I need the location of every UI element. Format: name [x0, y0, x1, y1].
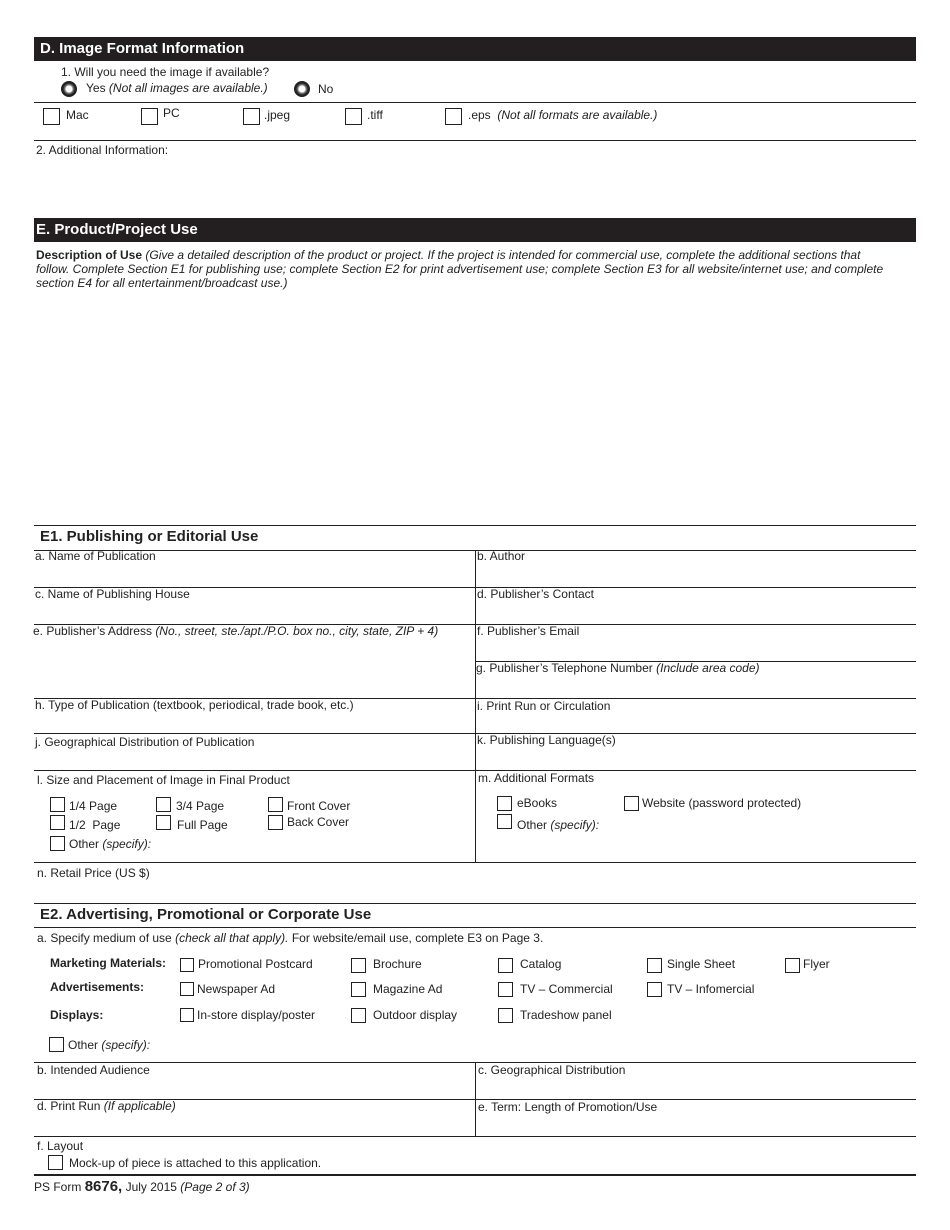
divider: [34, 770, 916, 771]
medium-other-checkbox[interactable]: [49, 1037, 64, 1052]
publisher-telephone-note: (Include area code): [656, 661, 760, 675]
promotional-postcard-checkbox[interactable]: [180, 958, 194, 972]
yes-note: (Not all images are available.): [108, 81, 268, 95]
format-eps-label: .eps (Not all formats are available.): [468, 108, 658, 122]
newspaper-ad-checkbox[interactable]: [180, 982, 194, 996]
catalog-label: Catalog: [520, 957, 562, 971]
intended-audience-label: b. Intended Audience: [37, 1063, 150, 1077]
displays-label: Displays:: [50, 1008, 104, 1022]
divider: [34, 1136, 916, 1137]
flyer-label: Flyer: [803, 957, 830, 971]
magazine-ad-label: Magazine Ad: [373, 982, 443, 996]
size-other-label: Other (specify):: [69, 837, 152, 851]
back-cover-label: Back Cover: [287, 815, 350, 829]
formats-other-label: Other (specify):: [517, 818, 600, 832]
publisher-address-note: (No., street, ste./apt./P.O. box no., city, state, ZIP + 4): [155, 624, 439, 638]
marketing-materials-label: Marketing Materials:: [50, 956, 167, 970]
divider: [34, 927, 916, 928]
additional-info-label: 2. Additional Information:: [36, 143, 169, 157]
author-label: b. Author: [477, 549, 526, 563]
outdoor-display-checkbox[interactable]: [351, 1008, 366, 1023]
promotional-postcard-label: Promotional Postcard: [198, 957, 313, 971]
format-jpeg-label: .jpeg: [264, 108, 291, 122]
mockup-checkbox[interactable]: [48, 1155, 63, 1170]
three-quarter-page-label: 3/4 Page: [176, 799, 225, 813]
ebooks-label: eBooks: [517, 796, 558, 810]
no-label: No: [318, 82, 334, 96]
footer-form-no: 8676,: [84, 1178, 123, 1195]
publishing-language-label: k. Publishing Language(s): [477, 733, 616, 747]
print-run-circulation-label: i. Print Run or Circulation: [477, 699, 611, 713]
formats-other-checkbox[interactable]: [497, 814, 512, 829]
format-mac-label: Mac: [66, 108, 89, 122]
name-of-publication-label: a. Name of Publication: [35, 549, 156, 563]
section-e-title: E. Product/Project Use: [36, 221, 198, 238]
yes-radio[interactable]: [61, 81, 77, 97]
section-e1-title: E1. Publishing or Editorial Use: [40, 528, 259, 545]
divider: [34, 525, 916, 526]
back-cover-checkbox[interactable]: [268, 815, 283, 830]
layout-label: f. Layout: [37, 1139, 84, 1153]
magazine-ad-checkbox[interactable]: [351, 982, 366, 997]
quarter-page-checkbox[interactable]: [50, 797, 65, 812]
section-d-header: [34, 37, 916, 61]
no-radio[interactable]: [294, 81, 310, 97]
brochure-checkbox[interactable]: [351, 958, 366, 973]
divider: [34, 733, 916, 734]
medium-other-label: Other (specify):: [68, 1038, 151, 1052]
mockup-label: Mock-up of piece is attached to this application.: [69, 1156, 322, 1170]
format-pc-label: PC: [163, 106, 180, 120]
newspaper-ad-label: Newspaper Ad: [197, 982, 276, 996]
divider: [34, 140, 916, 141]
term-length-label: e. Term: Length of Promotion/Use: [478, 1100, 658, 1114]
e2-geographical-distribution-label: c. Geographical Distribution: [478, 1063, 626, 1077]
tradeshow-panel-label: Tradeshow panel: [520, 1008, 612, 1022]
outdoor-display-label: Outdoor display: [373, 1008, 458, 1022]
form-footer: [34, 1178, 250, 1195]
divider: [34, 1174, 916, 1176]
half-page-checkbox[interactable]: [50, 815, 65, 830]
tv-infomercial-label: TV – Infomercial: [667, 982, 755, 996]
format-pc-checkbox[interactable]: [141, 108, 158, 125]
section-e2-title: E2. Advertising, Promotional or Corporate Use: [40, 906, 372, 923]
three-quarter-page-checkbox[interactable]: [156, 797, 171, 812]
type-of-publication-label: h. Type of Publication (textbook, periodical, trade book, etc.): [35, 698, 354, 712]
format-jpeg-checkbox[interactable]: [243, 108, 260, 125]
catalog-checkbox[interactable]: [498, 958, 513, 973]
ebooks-checkbox[interactable]: [497, 796, 512, 811]
tradeshow-panel-checkbox[interactable]: [498, 1008, 513, 1023]
half-page-label: 1/2 Page: [69, 818, 121, 832]
retail-price-label: n. Retail Price (US $): [37, 866, 150, 880]
divider: [34, 862, 916, 863]
format-tiff-label: .tiff: [367, 108, 383, 122]
additional-info-field[interactable]: [34, 158, 916, 212]
quarter-page-label: 1/4 Page: [69, 799, 118, 813]
format-eps-checkbox[interactable]: [445, 108, 462, 125]
front-cover-checkbox[interactable]: [268, 797, 283, 812]
tv-commercial-label: TV – Commercial: [520, 982, 613, 996]
additional-formats-label: m. Additional Formats: [478, 771, 595, 785]
tv-infomercial-checkbox[interactable]: [647, 982, 662, 997]
format-tiff-checkbox[interactable]: [345, 108, 362, 125]
geographical-distribution-label: j. Geographical Distribution of Publication: [35, 735, 255, 749]
size-placement-label: l. Size and Placement of Image in Final Product: [37, 773, 290, 787]
footer-date: July 2015: [125, 1180, 177, 1194]
q1-label: 1. Will you need the image if available?: [61, 65, 270, 79]
divider: [34, 102, 916, 103]
front-cover-label: Front Cover: [287, 799, 351, 813]
in-store-display-label: In-store display/poster: [197, 1008, 316, 1022]
publisher-address-label: e. Publisher’s Address (No., street, ste./apt./P.O. box no., city, state, ZIP + 4): [33, 624, 439, 638]
formats-note: (Not all formats are available.): [497, 108, 658, 122]
section-d-title: D. Image Format Information: [40, 40, 245, 57]
footer-page: (Page 2 of 3): [180, 1180, 250, 1194]
tv-commercial-checkbox[interactable]: [498, 982, 513, 997]
website-password-label: Website (password protected): [642, 796, 802, 810]
single-sheet-checkbox[interactable]: [647, 958, 662, 973]
publisher-contact-label: d. Publisher’s Contact: [477, 587, 594, 601]
advertisements-label: Advertisements:: [50, 980, 145, 994]
full-page-checkbox[interactable]: [156, 815, 171, 830]
e2-print-run-note: (If applicable): [103, 1099, 176, 1113]
column-divider: [475, 550, 476, 863]
e2-print-run-label: d. Print Run (If applicable): [37, 1099, 176, 1113]
description-of-use-text: Description of Use (Give a detailed description of the product or project. If the project is intended for commercial use, complete the additional sections that follow. Complete Section E1 for publishing use; complete Section E2 for print advertisement use; complete Section E3 for all website/internet use; and complete section E4 for all entertainment/broadcast use.): [36, 248, 884, 290]
size-other-checkbox[interactable]: [50, 836, 65, 851]
medium-of-use-label: a. Specify medium of use (check all that apply). For website/email use, complete E3 on Page 3.: [37, 931, 544, 945]
website-password-checkbox[interactable]: [624, 796, 639, 811]
full-page-label: Full Page: [177, 818, 228, 832]
description-of-use-field[interactable]: [34, 292, 916, 520]
single-sheet-label: Single Sheet: [667, 957, 736, 971]
publishing-house-label: c. Name of Publishing House: [35, 587, 190, 601]
flyer-checkbox[interactable]: [785, 958, 800, 973]
divider: [34, 903, 916, 904]
format-mac-checkbox[interactable]: [43, 108, 60, 125]
yes-label: Yes (Not all images are available.): [86, 81, 268, 95]
section-e-header: [34, 218, 916, 242]
publisher-telephone-label: g. Publisher’s Telephone Number (Include area code): [476, 661, 760, 675]
brochure-label: Brochure: [373, 957, 422, 971]
in-store-display-checkbox[interactable]: [180, 1008, 194, 1022]
publisher-email-label: f. Publisher’s Email: [477, 624, 580, 638]
footer-prefix: PS Form: [34, 1180, 82, 1194]
